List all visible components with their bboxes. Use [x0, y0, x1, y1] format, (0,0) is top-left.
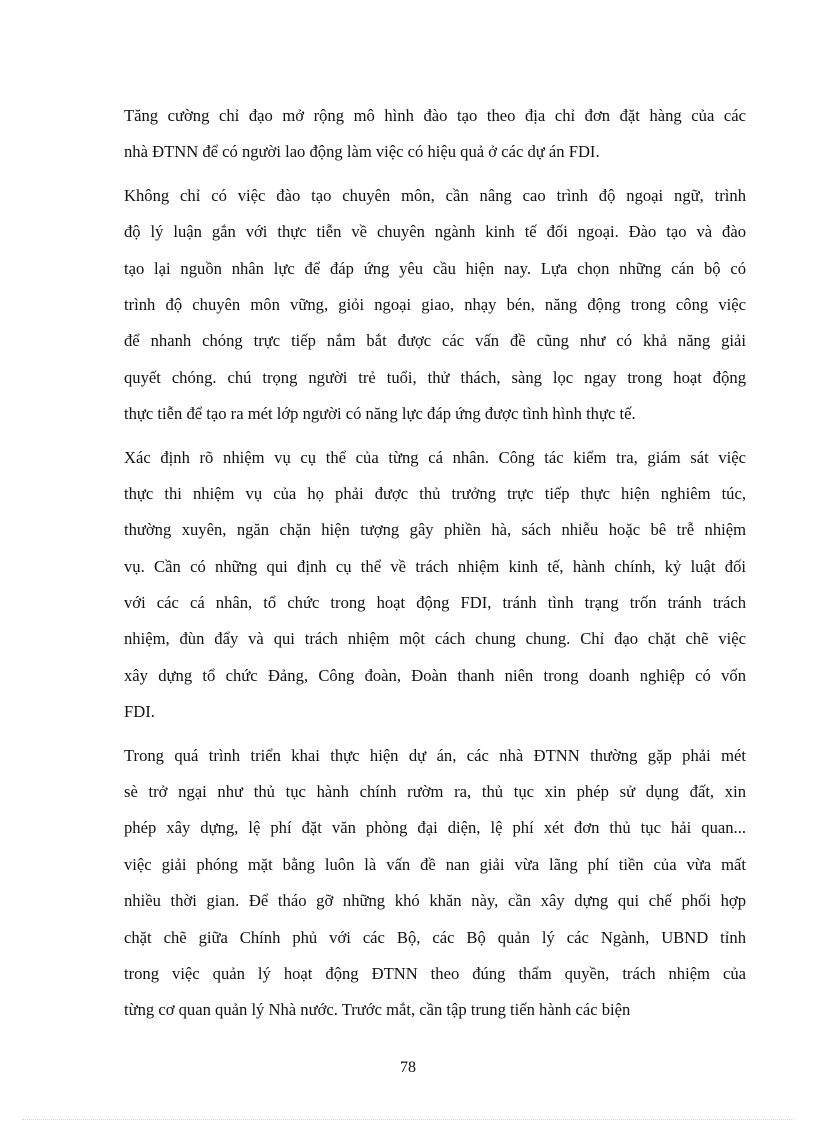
text-line: việc giải phóng mặt bằng luôn là vấn đề nan giải vừa lãng phí tiền của vừa mất [124, 854, 746, 874]
text-line: Xác định rõ nhiệm vụ cụ thể của từng cá nhân. Công tác kiểm tra, giám sát việc [124, 447, 746, 467]
text-line: thực thi nhiệm vụ của họ phải được thủ trưởng trực tiếp thực hiện nghiêm túc, [124, 483, 746, 503]
text-line: Trong quá trình triển khai thực hiện dự án, các nhà ĐTNN thường gặp phải mét [124, 745, 746, 765]
text-line: trình độ chuyên môn vững, giỏi ngoại giao, nhạy bén, năng động trong công việc [124, 294, 746, 314]
paragraph-1 [124, 98, 746, 171]
paragraph-2 [124, 178, 746, 433]
text-line: Không chỉ có việc đào tạo chuyên môn, cần nâng cao trình độ ngoại ngữ, trình [124, 185, 746, 205]
text-line: thực tiễn để tạo ra mét lớp người có năng lực đáp ứng được tình hình thực tế. [124, 404, 636, 424]
text-line: sè trở ngại như thủ tục hành chính rườm ra, thủ tục xin phép sử dụng đất, xin [124, 782, 746, 802]
text-line: từng cơ quan quản lý Nhà nước. Trước mắt, cần tập trung tiến hành các biện [124, 1000, 631, 1020]
text-line: tạo lại nguồn nhân lực để đáp ứng yêu cầu hiện nay. Lựa chọn những cán bộ có [124, 258, 746, 278]
text-line: chặt chẽ giữa Chính phủ với các Bộ, các Bộ quản lý các Ngành, UBND tỉnh [124, 927, 746, 947]
page-bottom-divider [22, 1119, 794, 1120]
text-line: quyết chóng. chú trọng người trẻ tuổi, thử thách, sàng lọc ngay trong hoạt động [124, 367, 746, 387]
text-line: nhiệm, đùn đẩy và qui trách nhiệm một cách chung chung. Chỉ đạo chặt chẽ việc [124, 629, 746, 649]
text-line: nhiều thời gian. Để tháo gỡ những khó khăn này, cần xây dựng qui chế phối hợp [124, 891, 746, 911]
text-line: vụ. Cần có những qui định cụ thể về trách nhiệm kinh tế, hành chính, kỷ luật đối [124, 556, 746, 576]
text-line: nhà ĐTNN để có người lao động làm việc có hiệu quả ở các dự án FDI. [124, 142, 600, 162]
text-line: trong việc quản lý hoạt động ĐTNN theo đúng thẩm quyền, trách nhiệm của [124, 963, 746, 983]
document-body [124, 98, 746, 1036]
text-line: Tăng cường chỉ đạo mở rộng mô hình đào tạo theo địa chỉ đơn đặt hàng của các [124, 106, 746, 125]
paragraph-4 [124, 738, 746, 1029]
text-line: độ lý luận gắn với thực tiễn về chuyên ngành kinh tế đối ngoại. Đào tạo và đào [124, 222, 746, 242]
paragraph-3 [124, 440, 746, 731]
text-line: xây dựng tổ chức Đảng, Công đoàn, Đoàn thanh niên trong doanh nghiệp có vốn [124, 665, 746, 685]
text-line: thường xuyên, ngăn chặn hiện tượng gây phiền hà, sách nhiễu hoặc bê trễ nhiệm [124, 520, 746, 540]
page-number: 78 [400, 1059, 416, 1076]
text-line: với các cá nhân, tổ chức trong hoạt động FDI, tránh tình trạng trốn tránh trách [124, 593, 746, 613]
text-line: FDI. [124, 702, 155, 722]
text-line: phép xây dựng, lệ phí đặt văn phòng đại diện, lệ phí xét đơn thủ tục hải quan... [124, 818, 746, 838]
text-line: để nhanh chóng trực tiếp nắm bắt được các vấn đề cũng như có khả năng giải [124, 331, 746, 351]
